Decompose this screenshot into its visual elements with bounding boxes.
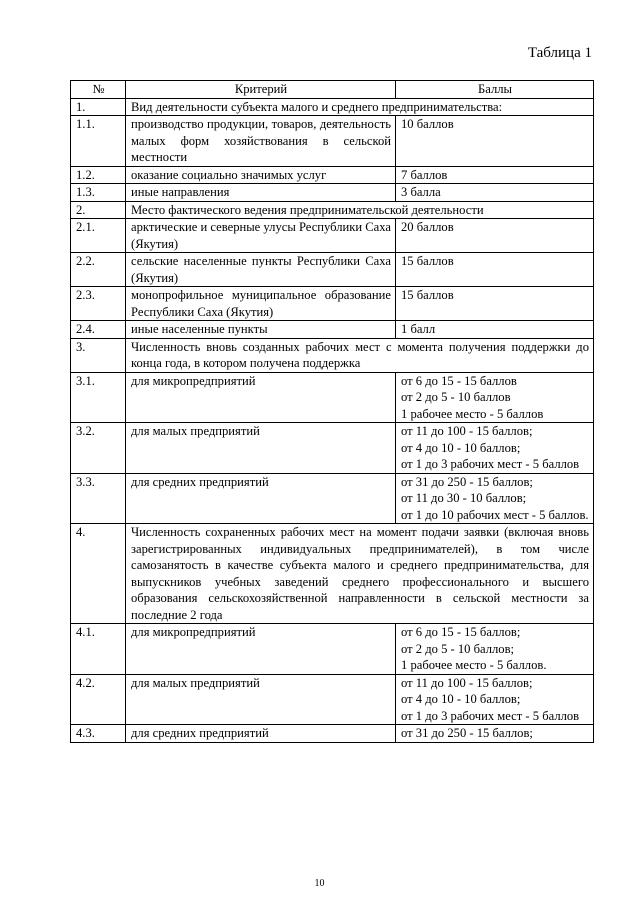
row-score <box>396 725 594 743</box>
table-row <box>71 253 594 287</box>
row-criterion: оказание социально значимых услуг <box>126 166 396 184</box>
row-number: 4.2. <box>71 674 126 725</box>
row-criterion: для средних предприятий <box>126 473 396 524</box>
row-criterion: для микропредприятий <box>126 624 396 675</box>
table-row <box>71 219 594 253</box>
table-row <box>71 423 594 474</box>
score-line: от 4 до 10 - 10 баллов; <box>401 440 521 455</box>
row-score <box>396 674 594 725</box>
header-number: № <box>71 81 126 99</box>
row-score: 3 балла <box>396 184 594 202</box>
section-title: Численность сохраненных рабочих мест на момент подачи заявки (включая вновь зарегистрированных индивидуальных предпринимателей), в том числе самозанятость в качестве субъекта малого и среднего предпринимательства, для выпускников учебных заведений среднего профессионального и высшего образования сельскохозяйственной направленности в сельской местности за последние 2 года <box>126 524 594 624</box>
row-number: 2.2. <box>71 253 126 287</box>
table-row <box>71 725 594 743</box>
score-line: от 1 до 3 рабочих мест - 5 баллов <box>401 708 580 723</box>
score-line: от 31 до 250 - 15 баллов; <box>401 726 533 740</box>
row-score <box>396 423 594 474</box>
row-score: 7 баллов <box>396 166 594 184</box>
row-criterion: сельские населенные пункты Республики Саха (Якутия) <box>126 253 396 287</box>
section-number: 4. <box>71 524 126 624</box>
section-row <box>71 201 594 219</box>
row-number: 2.4. <box>71 321 126 339</box>
row-number: 1.1. <box>71 116 126 167</box>
score-line: 1 рабочее место - 5 баллов <box>401 406 544 421</box>
table-row <box>71 674 594 725</box>
section-number: 1. <box>71 98 126 116</box>
table-row <box>71 287 594 321</box>
row-criterion: для малых предприятий <box>126 674 396 725</box>
row-number: 3.2. <box>71 423 126 474</box>
row-number: 3.3. <box>71 473 126 524</box>
score-line: от 2 до 5 - 10 баллов; <box>401 641 515 656</box>
row-number: 2.3. <box>71 287 126 321</box>
row-score <box>396 624 594 675</box>
section-title: Место фактического ведения предпринимательской деятельности <box>126 201 594 219</box>
row-criterion: для малых предприятий <box>126 423 396 474</box>
row-criterion: для микропредприятий <box>126 372 396 423</box>
row-number: 2.1. <box>71 219 126 253</box>
table-row <box>71 624 594 675</box>
section-title: Вид деятельности субъекта малого и среднего предпринимательства: <box>126 98 594 116</box>
row-number: 1.2. <box>71 166 126 184</box>
score-line: от 4 до 10 - 10 баллов; <box>401 692 521 706</box>
score-line: 1 рабочее место - 5 баллов. <box>401 658 547 672</box>
header-score: Баллы <box>396 81 594 99</box>
score-line: от 1 до 3 рабочих мест - 5 баллов <box>401 457 580 471</box>
row-criterion: арктические и северные улусы Республики Саха (Якутия) <box>126 219 396 253</box>
section-title: Численность вновь созданных рабочих мест с момента получения поддержки до конца года, в котором получена поддержка <box>126 338 594 372</box>
section-row <box>71 524 594 624</box>
table-row <box>71 184 594 202</box>
row-score: 20 баллов <box>396 219 594 253</box>
section-row <box>71 98 594 116</box>
row-criterion: для средних предприятий <box>126 725 396 743</box>
row-score <box>396 372 594 423</box>
table-caption: Таблица 1 <box>527 45 592 61</box>
criteria-table <box>70 80 594 743</box>
page-number: 10 <box>314 878 325 889</box>
table-row <box>71 166 594 184</box>
table-row <box>71 473 594 524</box>
score-line: от 11 до 100 - 15 баллов; <box>401 424 533 438</box>
row-criterion: иные населенные пункты <box>126 321 396 339</box>
row-score: 10 баллов <box>396 116 594 167</box>
row-score <box>396 473 594 524</box>
score-line: от 11 до 100 - 15 баллов; <box>401 675 533 690</box>
score-line: от 6 до 15 - 15 баллов <box>401 373 517 388</box>
score-line: от 6 до 15 - 15 баллов; <box>401 625 521 639</box>
section-row <box>71 338 594 372</box>
row-score: 15 баллов <box>396 287 594 321</box>
row-criterion: монопрофильное муниципальное образование Республики Саха (Якутия) <box>126 287 396 321</box>
row-number: 3.1. <box>71 372 126 423</box>
row-score: 1 балл <box>396 321 594 339</box>
header-criterion: Критерий <box>126 81 396 99</box>
row-number: 4.1. <box>71 624 126 675</box>
table-row <box>71 116 594 167</box>
row-criterion: производство продукции, товаров, деятельность малых форм хозяйствования в сельской местности <box>126 116 396 167</box>
score-line: от 2 до 5 - 10 баллов <box>401 390 511 404</box>
row-score: 15 баллов <box>396 253 594 287</box>
section-number: 3. <box>71 338 126 372</box>
section-number: 2. <box>71 201 126 219</box>
score-line: от 1 до 10 рабочих мест - 5 баллов. <box>401 507 589 522</box>
row-number: 1.3. <box>71 184 126 202</box>
table-row <box>71 321 594 339</box>
table-row <box>71 372 594 423</box>
row-number: 4.3. <box>71 725 126 743</box>
row-criterion: иные направления <box>126 184 396 202</box>
score-line: от 11 до 30 - 10 баллов; <box>401 491 527 505</box>
score-line: от 31 до 250 - 15 баллов; <box>401 474 533 489</box>
table-header-row <box>71 81 594 99</box>
